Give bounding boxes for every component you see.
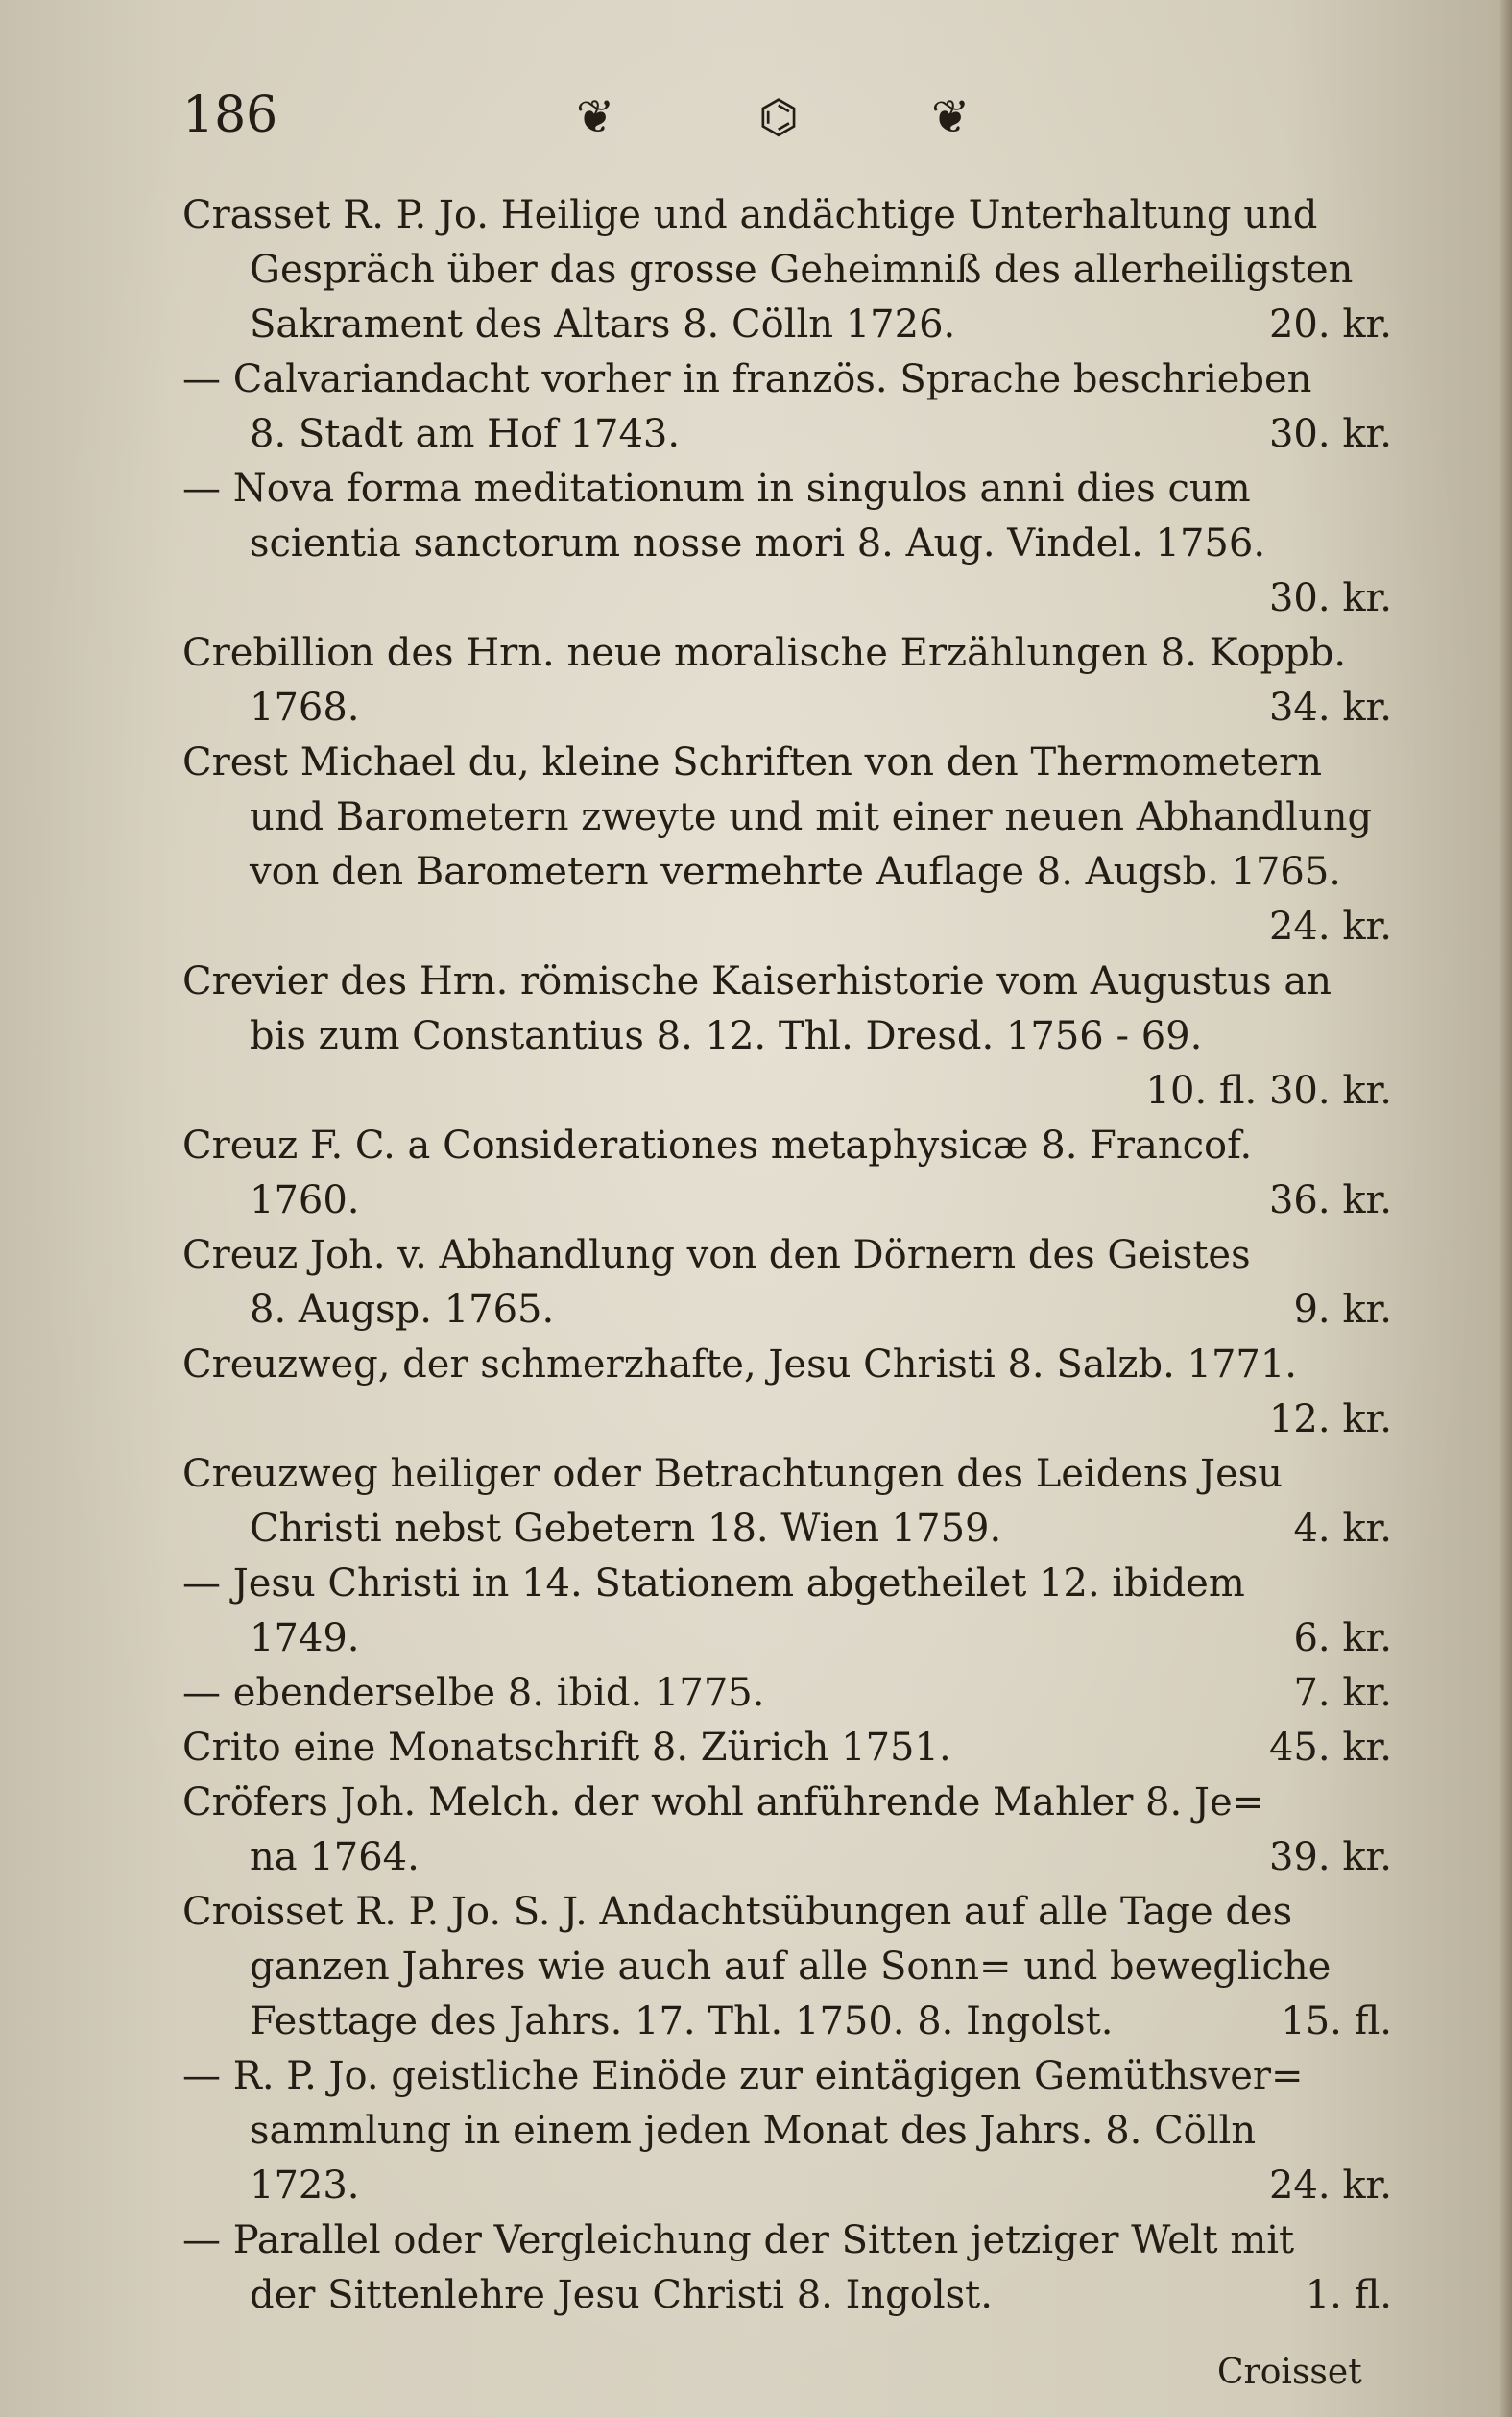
catalog-line xyxy=(182,900,1402,955)
catalog-line xyxy=(182,1064,1402,1119)
entry-price: 12. kr. xyxy=(1268,1397,1392,1441)
page-edge-shadow xyxy=(1499,0,1512,2417)
entry-text: und Barometern zweyte und mit einer neuen Abhandlung xyxy=(250,795,1373,839)
catalog-line xyxy=(182,1721,1402,1776)
entry-text: von den Barometern vermehrte Auflage 8. Augsb. 1765. xyxy=(250,850,1342,894)
catalog-line xyxy=(182,1173,1402,1228)
entry-price: 45. kr. xyxy=(1268,1726,1392,1770)
entry-price: 1. fl. xyxy=(1305,2273,1392,2317)
catalog-line xyxy=(182,1994,1402,2049)
entry-price: 30. kr. xyxy=(1268,412,1392,456)
catalog-line xyxy=(182,571,1402,626)
catalog-line xyxy=(182,790,1402,845)
entry-text: Christi nebst Gebetern 18. Wien 1759. xyxy=(250,1507,1002,1551)
entry-text: Sakrament des Altars 8. Cölln 1726. xyxy=(250,302,956,347)
catalog-line xyxy=(182,1228,1402,1283)
entry-text: Croisset R. P. Jo. S. J. Andachtsübungen auf alle Tage des xyxy=(182,1890,1293,1934)
entry-price: 9. kr. xyxy=(1293,1288,1392,1332)
entry-text: Festtage des Jahrs. 17. Thl. 1750. 8. Ingolst. xyxy=(250,1999,1114,2043)
entry-text: 1749. xyxy=(250,1616,360,1660)
entry-text: 1723. xyxy=(250,2163,360,2208)
catalog-line xyxy=(182,462,1402,517)
entry-text: der Sittenlehre Jesu Christi 8. Ingolst. xyxy=(250,2273,993,2317)
catalog-line xyxy=(182,1338,1402,1392)
entry-price: 7. kr. xyxy=(1293,1671,1392,1715)
catalog-line xyxy=(182,955,1402,1009)
entry-text: bis zum Constantius 8. 12. Thl. Dresd. 1756 - 69. xyxy=(250,1014,1203,1058)
entry-price: 10. fl. 30. kr. xyxy=(1145,1069,1392,1113)
catalog-line xyxy=(182,1502,1402,1557)
entry-price: 4. kr. xyxy=(1293,1507,1392,1551)
page-header xyxy=(182,86,1392,154)
entry-price: 24. kr. xyxy=(1268,905,1392,949)
catalog-line xyxy=(182,243,1402,298)
catalog-line xyxy=(182,188,1402,243)
catalog-line xyxy=(182,517,1402,571)
entry-price: 39. kr. xyxy=(1268,1835,1392,1879)
entry-text: ganzen Jahres wie auch auf alle Sonn= und bewegliche xyxy=(250,1945,1332,1989)
entry-text: — Calvariandacht vorher in französ. Sprache beschrieben xyxy=(182,357,1312,401)
entry-text: — R. P. Jo. geistliche Einöde zur eintägigen Gemüthsver= xyxy=(182,2054,1304,2098)
catalog-line xyxy=(182,2268,1402,2323)
entry-text: 1760. xyxy=(250,1178,360,1222)
entry-price: 36. kr. xyxy=(1268,1178,1392,1222)
entry-text: — Jesu Christi in 14. Stationem abgetheilet 12. ibidem xyxy=(182,1561,1245,1606)
entry-text: — Nova forma meditationum in singulos anni dies cum xyxy=(182,467,1251,511)
entry-text: Creuzweg heiliger oder Betrachtungen des Leidens Jesu xyxy=(182,1452,1284,1496)
catalog-line xyxy=(182,1830,1402,1885)
catalog-line xyxy=(182,1392,1402,1447)
entry-text: Crevier des Hrn. römische Kaiserhistorie vom Augustus an xyxy=(182,959,1332,1003)
catalog-line xyxy=(182,1447,1402,1502)
entry-text: Crebillion des Hrn. neue moralische Erzählungen 8. Koppb. xyxy=(182,631,1347,675)
catalog-line xyxy=(182,2159,1402,2213)
entry-text: Creuzweg, der schmerzhafte, Jesu Christi 8. Salzb. 1771. xyxy=(182,1342,1298,1387)
entry-price: 34. kr. xyxy=(1268,686,1392,730)
page-number: 186 xyxy=(182,86,278,144)
entry-price: 24. kr. xyxy=(1268,2163,1392,2208)
ornament-fleuron-icon: ❦ xyxy=(576,90,615,144)
catalog-line xyxy=(182,1611,1402,1666)
entry-text: — Parallel oder Vergleichung der Sitten jetziger Welt mit xyxy=(182,2218,1295,2262)
entry-text: 1768. xyxy=(250,686,360,730)
catalog-line xyxy=(182,2049,1402,2104)
catalog-line xyxy=(182,2104,1402,2159)
catalog-line xyxy=(182,2213,1402,2268)
catalog-line xyxy=(182,1940,1402,1994)
catalog-line xyxy=(182,1283,1402,1338)
entry-text: Cröfers Joh. Melch. der wohl anführende Mahler 8. Je= xyxy=(182,1780,1265,1825)
catalog-line xyxy=(182,845,1402,900)
catalog-line xyxy=(182,1776,1402,1830)
catalog-line xyxy=(182,1119,1402,1173)
entry-text: Crasset R. P. Jo. Heilige und andächtige Unterhaltung und xyxy=(182,193,1318,237)
ornament-fleuron-icon: ❦ xyxy=(931,90,971,144)
entry-price: 30. kr. xyxy=(1268,576,1392,620)
entry-text: Gespräch über das grosse Geheimniß des allerheiligsten xyxy=(250,248,1354,292)
catalog-line xyxy=(182,407,1402,462)
catalog-line xyxy=(182,736,1402,790)
entry-text: — ebenderselbe 8. ibid. 1775. xyxy=(182,1671,765,1715)
catalog-line xyxy=(182,1666,1402,1721)
catalog-line xyxy=(182,626,1402,681)
entry-price: 6. kr. xyxy=(1293,1616,1392,1660)
entry-text: na 1764. xyxy=(250,1835,420,1879)
entry-text: Creuz F. C. a Considerationes metaphysicæ 8. Francof. xyxy=(182,1124,1253,1168)
catalog-line xyxy=(182,1009,1402,1064)
catalog-line xyxy=(182,1557,1402,1611)
catalog-line xyxy=(182,298,1402,352)
entry-text: 8. Augsp. 1765. xyxy=(250,1288,555,1332)
entry-text: 8. Stadt am Hof 1743. xyxy=(250,412,681,456)
entry-text: Crest Michael du, kleine Schriften von den Thermometern xyxy=(182,740,1322,785)
catalog-line xyxy=(182,352,1402,407)
catchword: Croisset xyxy=(1217,2353,1362,2392)
entry-price: 15. fl. xyxy=(1281,1999,1392,2043)
entry-text: scientia sanctorum nosse mori 8. Aug. Vindel. 1756. xyxy=(250,521,1266,566)
entry-text: sammlung in einem jeden Monat des Jahrs. 8. Cölln xyxy=(250,2109,1257,2153)
entry-price: 20. kr. xyxy=(1268,302,1392,347)
entry-text: Creuz Joh. v. Abhandlung von den Dörnern des Geistes xyxy=(182,1233,1251,1277)
ornament-center-icon: ⌬ xyxy=(758,90,799,144)
catalog-entries xyxy=(182,188,1402,2323)
catalog-line xyxy=(182,681,1402,736)
entry-text: Crito eine Monatschrift 8. Zürich 1751. xyxy=(182,1726,951,1770)
catalog-line xyxy=(182,1885,1402,1940)
